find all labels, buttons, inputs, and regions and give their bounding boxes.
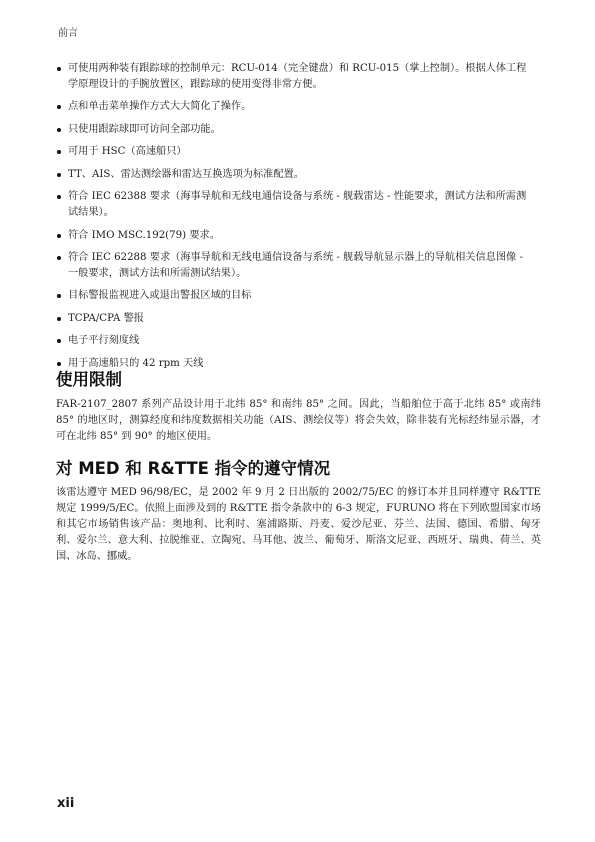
running-header: 前言 bbox=[58, 28, 78, 39]
section-body-med-compliance: 该雷达遵守 MED 96/98/EC，是 2002 年 9 月 2 日出版的 2002/75/EC 的修订本并且同样遵守 R&TTE 规定 1999/5/EC。依照上面涉及到的 R&TTE 指令条款中的 6-3 规定，FURUNO 将在下列欧盟国家市场和其它市场销售该产品：奥地利、比利时、塞浦路斯、丹麦、爱沙尼亚、芬兰、法国、德国、希腊、匈牙利、爱尔兰、意大利、拉脱维亚、立陶宛、马耳他、波兰、葡萄牙、斯洛文尼亚、西班牙、瑞典、荷兰、英国、冰岛、挪威。 bbox=[56, 487, 541, 562]
list-item bbox=[56, 311, 536, 327]
list-item bbox=[56, 189, 536, 220]
page-number: xii bbox=[57, 796, 75, 811]
bullet-icon bbox=[57, 294, 61, 298]
bullet-icon bbox=[57, 128, 61, 132]
list-item-text: 符合 IEC 62388 要求（海事导航和无线电通信设备与系统 - 舰载雷达 - 性能要求，测试方法和所需测试结果）。 bbox=[68, 191, 527, 218]
list-item-text: 符合 IEC 62288 要求（海事导航和无线电通信设备与系统 - 舰载导航显示器上的导航相关信息图像 - 一般要求，测试方法和所需测试结果）。 bbox=[68, 252, 523, 279]
list-item-text: 电子平行刻度线 bbox=[68, 335, 140, 347]
list-item-text: 点和单击菜单操作方式大大简化了操作。 bbox=[68, 101, 252, 113]
list-item-text: 可使用两种装有跟踪球的控制单元：RCU-014（完全键盘）和 RCU-015（掌上控制）。根据人体工程学原理设计的手腕放置区，跟踪球的使用变得非常方便。 bbox=[68, 63, 527, 90]
bullet-icon bbox=[57, 339, 61, 343]
list-item-text: TT、AIS、雷达测绘器和雷达互换选项为标准配置。 bbox=[68, 168, 304, 180]
section-heading-med-compliance: 对 MED 和 R&TTE 指令的遵守情况 bbox=[56, 459, 331, 478]
list-item bbox=[56, 250, 536, 281]
bullet-icon bbox=[57, 234, 61, 238]
list-item bbox=[56, 288, 536, 304]
list-item-text: 目标警报监视进入或退出警报区域的目标 bbox=[68, 290, 252, 302]
bullet-icon bbox=[57, 150, 61, 154]
list-item bbox=[56, 167, 536, 183]
bullet-icon bbox=[57, 256, 61, 260]
bullet-icon bbox=[57, 195, 61, 199]
list-item bbox=[56, 122, 536, 138]
list-item bbox=[56, 228, 536, 244]
feature-list bbox=[56, 61, 536, 379]
list-item-text: 用于高速船只的 42 rpm 天线 bbox=[68, 358, 204, 370]
list-item bbox=[56, 61, 536, 92]
section-heading-usage-limits: 使用限制 bbox=[56, 370, 122, 389]
list-item-text: 只使用跟踪球即可访问全部功能。 bbox=[68, 123, 221, 135]
bullet-icon bbox=[57, 173, 61, 177]
list-item-text: 符合 IMO MSC.192(79) 要求。 bbox=[68, 229, 220, 241]
list-item-text: 可用于 HSC（高速船只） bbox=[68, 146, 187, 158]
section-body-usage-limits: FAR-2107_2807 系列产品设计用于北纬 85° 和南纬 85° 之间。因此，当船舶位于高于北纬 85° 或南纬 85° 的地区时，测算经度和纬度数据相关功能（AIS、测绘仪等）将会失效，除非装有光标经纬显示器，才可在北纬 85° 到 90° 的地区使用。 bbox=[56, 399, 541, 442]
bullet-icon bbox=[57, 105, 61, 109]
list-item bbox=[56, 99, 536, 115]
bullet-icon bbox=[57, 67, 61, 71]
list-item bbox=[56, 144, 536, 160]
bullet-icon bbox=[57, 317, 61, 321]
list-item bbox=[56, 333, 536, 349]
list-item-text: TCPA/CPA 警报 bbox=[68, 312, 144, 324]
list-item bbox=[56, 356, 536, 372]
